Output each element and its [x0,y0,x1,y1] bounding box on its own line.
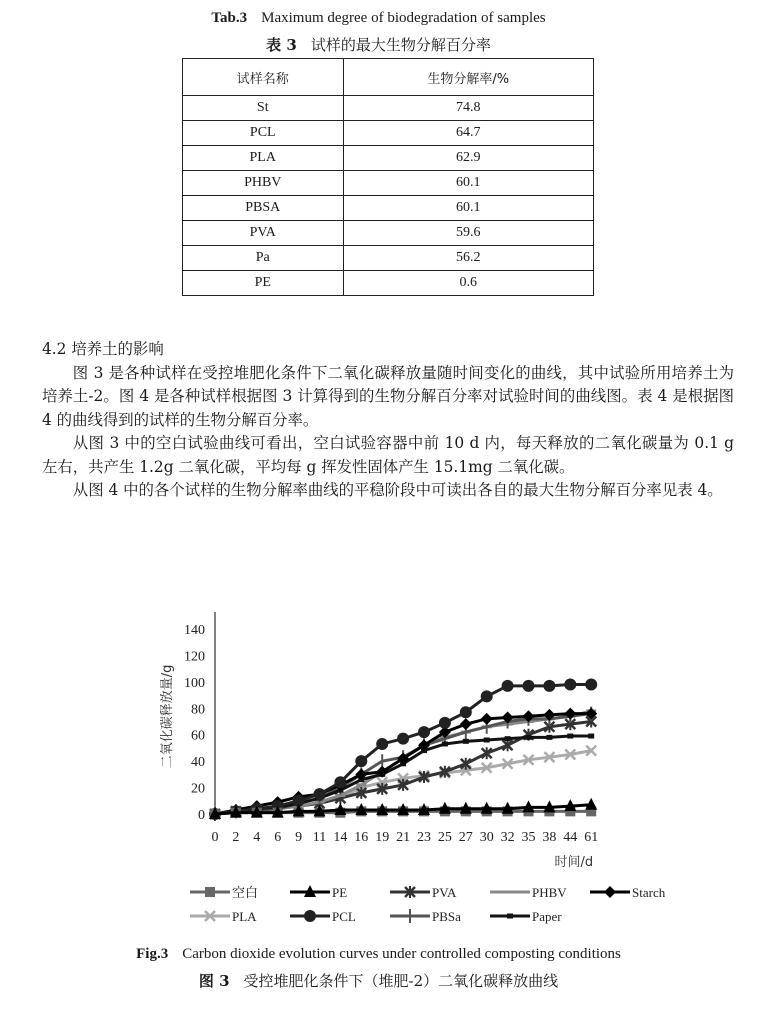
data-point [502,680,514,692]
legend-label: PLA [232,909,257,924]
table-caption-en [0,10,757,27]
cell-sample: PVA [183,221,344,246]
section-heading: 4.2 培养土的影响 [42,340,164,358]
figure-caption-cn [0,970,757,991]
y-tick-label: 20 [191,781,205,797]
data-point [484,738,490,743]
data-point [526,735,532,740]
table-row [183,271,594,296]
x-tick-label: 27 [458,830,473,845]
series-PCL [209,679,597,821]
table-row [183,96,594,121]
x-tick-label: 61 [584,830,599,845]
table-caption-cn [0,34,757,55]
x-tick-label: 38 [542,830,557,845]
data-point [355,755,367,767]
data-point [460,718,472,730]
table-header-row [183,59,594,96]
legend-marker [507,914,513,919]
x-tick-label: 14 [333,830,348,845]
y-tick-label: 100 [184,675,205,691]
table-row [183,171,594,196]
data-point [439,717,451,729]
x-tick-label: 16 [354,830,369,845]
paragraph: 图 3 是各种试样在受控堆肥化条件下二氧化碳释放量随时间变化的曲线，其中试验所用培养土为培养土-2。图 4 是各种试样根据图 3 计算得到的生物分解百分率对试验时间的曲线图。表 4 是根据图 4 的曲线得到的试样的生物分解百分率。 [42,363,734,429]
table-title-cn: 试样的最大生物分解百分率 [310,36,491,54]
legend-item [190,909,257,924]
cell-sample: PE [183,271,344,296]
cell-rate: 0.6 [343,271,594,296]
y-tick-label: 40 [191,755,205,771]
data-point [376,738,388,750]
cell-rate: 56.2 [343,246,594,271]
y-tick-label: 140 [184,623,205,638]
data-point [481,690,493,702]
legend-item [490,909,562,924]
x-tick-label: 35 [521,830,536,845]
y-axis-label: 二氧化碳释放量/g [160,664,175,769]
cell-rate: 64.7 [343,121,594,146]
legend-item [190,885,258,900]
figure-title-cn: 受控堆肥化条件下（堆肥-2）二氧化碳释放曲线 [243,972,559,990]
figure-label-cn: 图 3 [198,972,230,990]
legend-item [490,885,567,900]
data-point [314,788,326,800]
cell-rate: 59.6 [343,221,594,246]
cell-rate: 60.1 [343,196,594,221]
column-header-rate: 生物分解率/% [343,59,594,96]
data-point [397,733,409,745]
chart-legend [190,885,666,924]
table-label-cn: 表 3 [266,36,297,54]
paragraph: 从图 3 中的空白试验曲线可看出，空白试验容器中前 10 d 内，每天释放的二氧化碳量为 0.1 g 左右，共产生 1.2g 二氧化碳，平均每 g 挥发性固体产生 15.1mg 二氧化碳。 [42,434,734,476]
legend-label: PVA [432,885,457,900]
x-tick-label: 30 [479,830,494,845]
cell-sample: PLA [183,146,344,171]
data-point [505,736,511,741]
legend-label: 空白 [232,885,259,900]
data-point [442,741,448,746]
table-row [183,196,594,221]
table-row [183,121,594,146]
cell-sample: PBSA [183,196,344,221]
cell-sample: St [183,96,344,121]
data-point [460,706,472,718]
legend-label: PHBV [532,885,567,900]
x-tick-label: 19 [375,830,390,845]
cell-rate: 62.9 [343,146,594,171]
data-point [588,734,594,739]
cell-sample: PHBV [183,171,344,196]
section-body [42,338,734,503]
y-tick-label: 60 [191,728,205,744]
legend-label: PE [332,885,348,900]
data-point [543,680,555,692]
legend-item [390,909,461,924]
data-point [564,679,576,691]
table-row [183,146,594,171]
data-point [334,776,346,788]
data-point [463,739,469,744]
biodegradation-table [182,58,594,296]
legend-label: Starch [632,885,666,900]
table-row [183,246,594,271]
x-tick-label: 11 [312,830,327,845]
x-tick-label: 25 [437,830,452,845]
legend-item [390,885,457,900]
data-point [418,726,430,738]
series-line [215,685,591,815]
x-tick-label: 2 [232,830,240,845]
y-tick-label: 80 [191,702,205,718]
x-tick-label: 9 [295,830,303,845]
y-tick-label: 120 [184,649,205,665]
data-point [567,734,573,739]
x-tick-label: 23 [417,830,431,845]
x-tick-label: 21 [396,830,411,845]
figure-label-en: Fig.3 [136,946,169,962]
x-tick-label: 44 [563,830,578,845]
paragraph: 从图 4 中的各个试样的生物分解率曲线的平稳阶段中可读出各自的最大生物分解百分率见表 4。 [72,481,723,499]
data-point [546,735,552,740]
table-row [183,221,594,246]
legend-item [290,885,347,900]
column-header-sample: 试样名称 [183,59,344,96]
legend-item [590,885,666,900]
figure-caption-en [0,946,757,963]
legend-marker [304,910,316,922]
chart-series [209,679,597,822]
x-axis-label: 时间/d [554,855,594,870]
co2-evolution-chart [0,600,757,935]
legend-label: PCL [332,909,356,924]
x-tick-label: 6 [274,830,282,845]
legend-label: Paper [532,909,562,924]
x-tick-label: 0 [211,830,219,845]
y-tick-label: 0 [198,808,205,823]
cell-rate: 60.1 [343,171,594,196]
figure-title-en: Carbon dioxide evolution curves under controlled composting conditions [182,946,621,962]
legend-marker [205,887,215,897]
data-point [481,713,493,725]
cell-rate: 74.8 [343,96,594,121]
x-tick-label: 4 [253,830,261,845]
x-tick-label: 32 [500,830,515,845]
data-point [585,679,597,691]
table-title-en: Maximum degree of biodegradation of samples [261,10,546,26]
table-label-en: Tab.3 [211,10,248,26]
data-point [523,680,535,692]
cell-sample: PCL [183,121,344,146]
legend-label: PBSa [432,909,461,924]
cell-sample: Pa [183,246,344,271]
legend-item [290,909,356,924]
legend-marker [604,886,616,898]
